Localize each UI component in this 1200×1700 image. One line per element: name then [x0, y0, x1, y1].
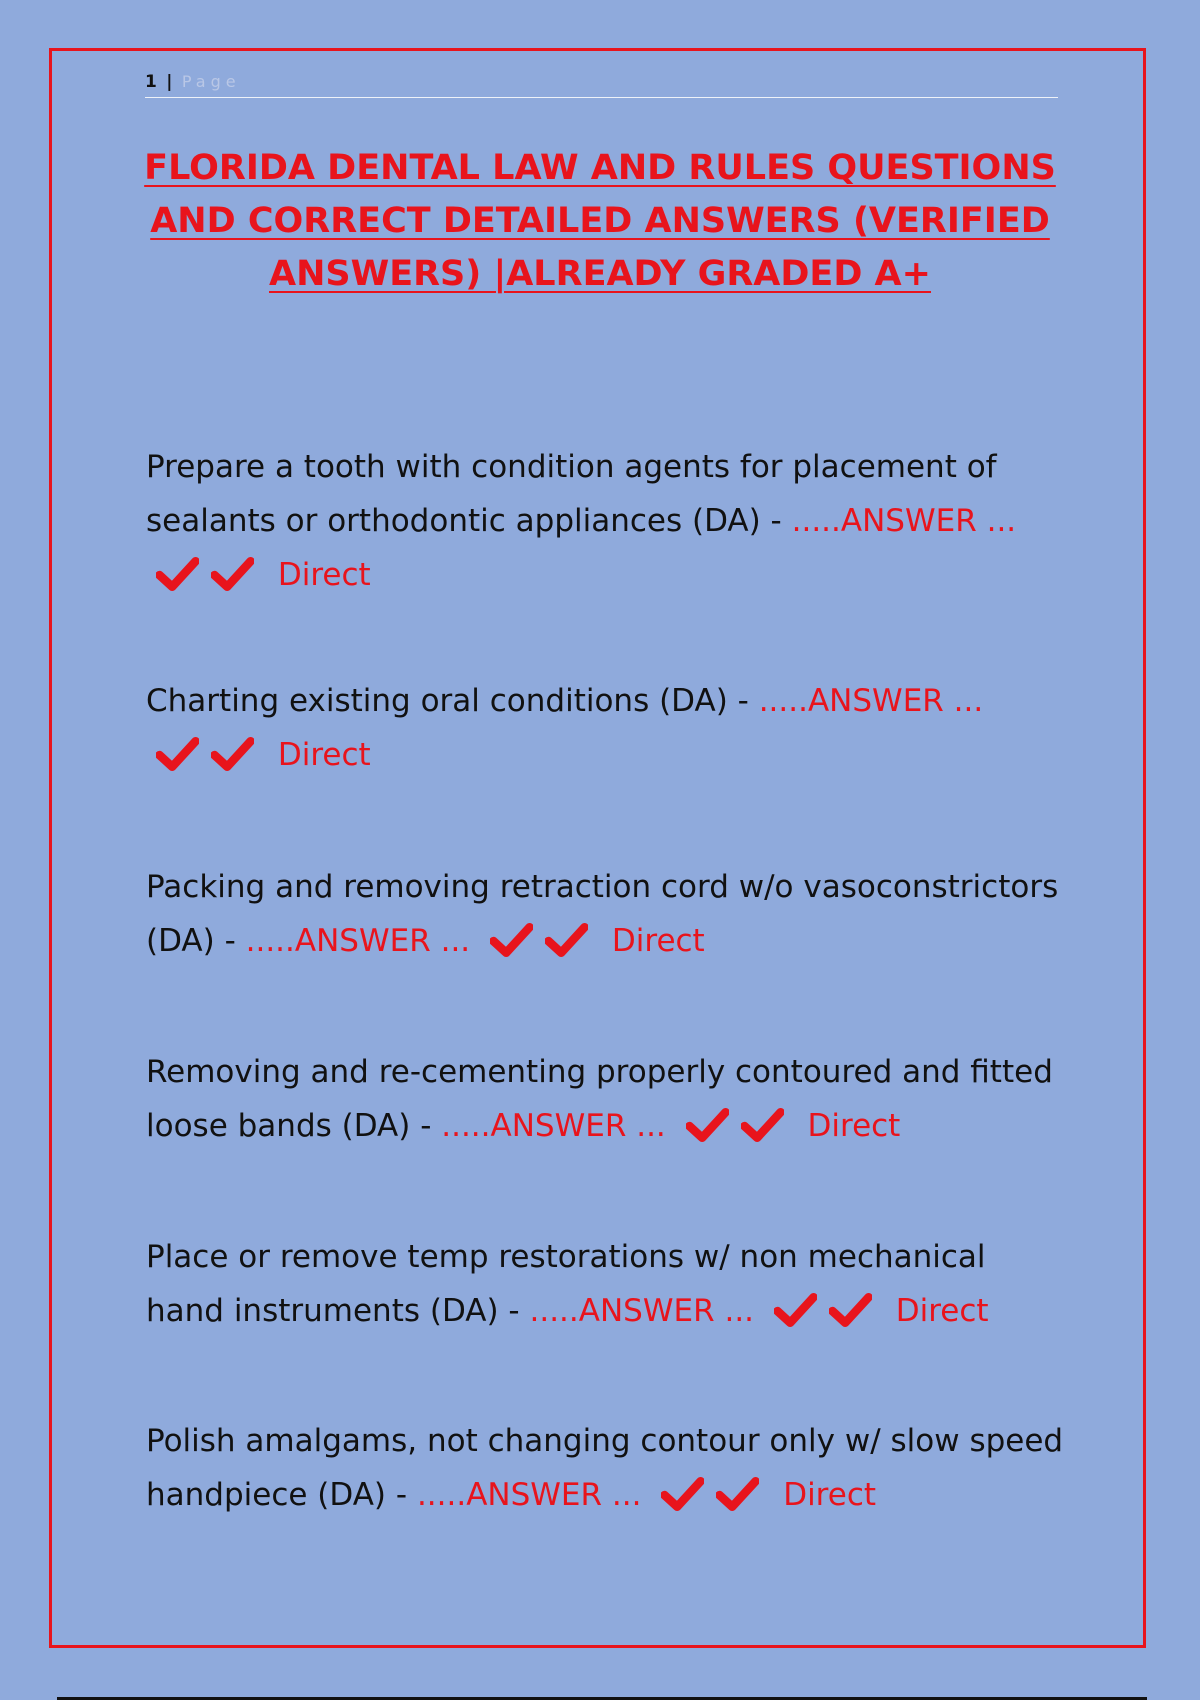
answer-text: Direct: [611, 923, 705, 959]
document-title: FLORIDA DENTAL LAW AND RULES QUESTIONS AND CORRECT DETAILED ANSWERS (VERIFIED ANSWERS) |ALREADY GRADED A+: [144, 148, 1056, 294]
answer-text: Direct: [277, 737, 371, 773]
page-header: [145, 68, 1058, 98]
double-check: [156, 737, 254, 771]
question-text: Place or remove temp restorations w/ non mechanical hand instruments (DA) -: [146, 1239, 986, 1329]
page-separator: |: [166, 72, 173, 92]
question-text: Polish amalgams, not changing contour only w/ slow speed handpiece (DA) -: [146, 1423, 1064, 1513]
question-text: Removing and re-cementing properly contoured and fitted loose bands (DA) -: [146, 1054, 1053, 1144]
question-text: Packing and removing retraction cord w/o vasoconstrictors (DA) -: [146, 869, 1059, 959]
qa-item: [146, 860, 1066, 968]
check-mark-icon: [156, 557, 199, 591]
check-mark-icon: [490, 923, 533, 957]
check-mark-icon: [545, 923, 588, 957]
double-check: [661, 1477, 759, 1511]
qa-item: [146, 674, 1066, 782]
qa-item: [146, 1414, 1066, 1522]
check-mark-icon: [211, 737, 254, 771]
check-mark-icon: [661, 1477, 704, 1511]
answer-prefix: .....ANSWER ...: [529, 1293, 755, 1329]
answer-text: Direct: [895, 1293, 989, 1329]
double-check: [490, 923, 588, 957]
double-check: [686, 1108, 784, 1142]
double-check: [156, 557, 254, 591]
check-mark-icon: [774, 1293, 817, 1327]
answer-prefix: .....ANSWER ...: [758, 683, 984, 719]
answer-text: Direct: [807, 1108, 901, 1144]
answer-prefix: .....ANSWER ...: [441, 1108, 666, 1144]
answer-prefix: .....ANSWER ...: [791, 503, 1017, 539]
check-mark-icon: [156, 737, 199, 771]
answer-prefix: .....ANSWER ...: [245, 923, 471, 959]
check-mark-icon: [686, 1108, 729, 1142]
question-text: Prepare a tooth with condition agents for placement of sealants or orthodontic appliances (DA) -: [146, 449, 997, 539]
check-mark-icon: [211, 557, 254, 591]
double-check: [774, 1293, 872, 1327]
check-mark-icon: [829, 1293, 872, 1327]
qa-item: [146, 1045, 1066, 1153]
answer-prefix: .....ANSWER ...: [416, 1477, 642, 1513]
question-text: Charting existing oral conditions (DA) -: [146, 683, 749, 719]
page-label: Page: [181, 72, 241, 91]
qa-item: [146, 1230, 1066, 1338]
answer-text: Direct: [277, 557, 371, 593]
qa-item: [146, 440, 1066, 602]
answer-text: Direct: [783, 1477, 877, 1513]
check-mark-icon: [716, 1477, 759, 1511]
page-number: 1: [145, 72, 157, 92]
check-mark-icon: [741, 1108, 784, 1142]
